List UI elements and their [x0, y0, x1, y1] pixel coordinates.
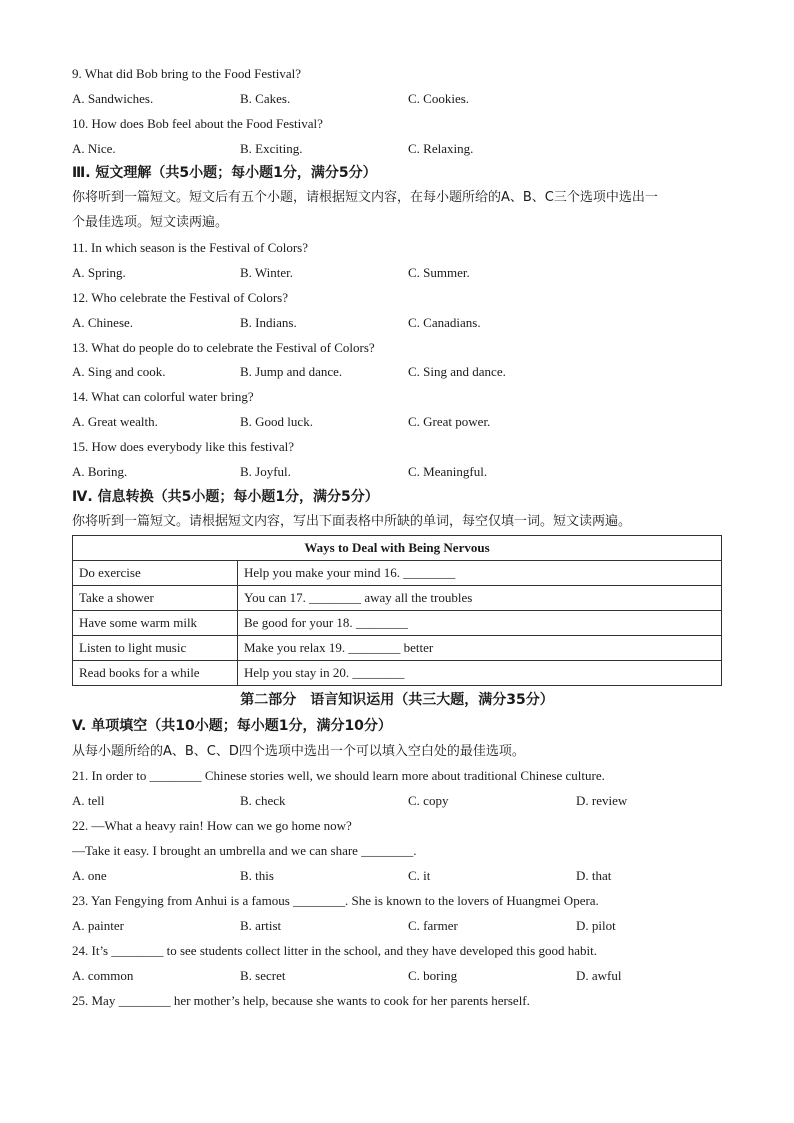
q23-option-a: A. painter	[72, 918, 124, 933]
q12-option-c: C. Canadians.	[408, 315, 481, 330]
table-cell-effect: Help you make your mind 16. ________	[238, 561, 722, 586]
table-cell-effect: Make you relax 19. ________ better	[238, 636, 722, 661]
q10-option-c: C. Relaxing.	[408, 141, 474, 156]
question-25: 25. May ________ her mother’s help, because she wants to cook for her parents herself.	[72, 993, 530, 1008]
section-5-instructions: 从每小题所给的A、B、C、D四个选项中选出一个可以填入空白处的最佳选项。	[72, 744, 525, 759]
q23-option-d: D. pilot	[576, 918, 616, 933]
q21-option-d: D. review	[576, 793, 628, 808]
q9-option-b: B. Cakes.	[240, 91, 291, 106]
question-22-reply: —Take it easy. I brought an umbrella and we can share ________.	[72, 843, 417, 858]
q23-option-b: B. artist	[240, 918, 282, 933]
part-2-title: 第二部分 语言知识运用（共三大题，满分35分）	[240, 692, 554, 708]
table-cell-effect: Be good for your 18. ________	[238, 611, 722, 636]
q14-option-a: A. Great wealth.	[72, 414, 158, 429]
section-3-heading: Ⅲ. 短文理解（共5小题；每小题1分，满分5分）	[72, 165, 377, 181]
table-row	[73, 611, 722, 636]
table-cell-way: Take a shower	[73, 586, 238, 611]
q11-option-b: B. Winter.	[240, 265, 294, 280]
question-11: 11. In which season is the Festival of Colors?	[72, 240, 309, 255]
q12-option-b: B. Indians.	[240, 315, 297, 330]
q24-option-a: A. common	[72, 968, 134, 983]
q10-option-b: B. Exciting.	[240, 141, 303, 156]
q9-option-a: A. Sandwiches.	[72, 91, 154, 106]
q13-option-b: B. Jump and dance.	[240, 364, 343, 379]
q24-option-b: B. secret	[240, 968, 286, 983]
question-24: 24. It’s ________ to see students collect litter in the school, and they have developed this good habit.	[72, 943, 597, 958]
q11-option-c: C. Summer.	[408, 265, 470, 280]
section-5-heading: V. 单项填空（共10小题；每小题1分，满分10分）	[72, 718, 392, 734]
q22-option-a: A. one	[72, 868, 107, 883]
q15-option-a: A. Boring.	[72, 464, 128, 479]
q13-option-c: C. Sing and dance.	[408, 364, 506, 379]
table-row	[73, 586, 722, 611]
q13-option-a: A. Sing and cook.	[72, 364, 166, 379]
q21-option-a: A. tell	[72, 793, 105, 808]
table-cell-effect: Help you stay in 20. ________	[238, 661, 722, 686]
section-3-instructions-line2: 个最佳选项。短文读两遍。	[72, 215, 229, 230]
section-3-instructions-line1: 你将听到一篇短文。短文后有五个小题，请根据短文内容，在每小题所给的A、B、C三个选项中选出一	[72, 190, 658, 205]
q22-option-b: B. this	[240, 868, 274, 883]
q11-option-a: A. Spring.	[72, 265, 126, 280]
question-13: 13. What do people do to celebrate the Festival of Colors?	[72, 340, 375, 355]
q12-option-a: A. Chinese.	[72, 315, 134, 330]
q14-option-c: C. Great power.	[408, 414, 491, 429]
q9-option-c: C. Cookies.	[408, 91, 470, 106]
question-10: 10. How does Bob feel about the Food Festival?	[72, 116, 323, 131]
section-4-heading: Ⅳ. 信息转换（共5小题；每小题1分，满分5分）	[72, 489, 379, 505]
question-23: 23. Yan Fengying from Anhui is a famous ________. She is known to the lovers of Huangmei Opera.	[72, 893, 599, 908]
table-row	[73, 561, 722, 586]
q21-option-c: C. copy	[408, 793, 449, 808]
q24-option-c: C. boring	[408, 968, 458, 983]
table-cell-effect: You can 17. ________ away all the troubles	[238, 586, 722, 611]
table-title: Ways to Deal with Being Nervous	[73, 536, 722, 561]
q10-option-a: A. Nice.	[72, 141, 116, 156]
question-21: 21. In order to ________ Chinese stories well, we should learn more about traditional Chinese culture.	[72, 768, 605, 783]
q15-option-b: B. Joyful.	[240, 464, 291, 479]
question-14: 14. What can colorful water bring?	[72, 389, 254, 404]
q14-option-b: B. Good luck.	[240, 414, 313, 429]
table-cell-way: Read books for a while	[73, 661, 238, 686]
question-12: 12. Who celebrate the Festival of Colors?	[72, 290, 289, 305]
info-table	[72, 535, 722, 686]
q22-option-d: D. that	[576, 868, 612, 883]
table-cell-way: Have some warm milk	[73, 611, 238, 636]
q23-option-c: C. farmer	[408, 918, 458, 933]
table-cell-way: Do exercise	[73, 561, 238, 586]
table-title-row	[73, 536, 722, 561]
table-row	[73, 636, 722, 661]
section-4-instructions: 你将听到一篇短文。请根据短文内容，写出下面表格中所缺的单词，每空仅填一词。短文读两遍。	[72, 514, 632, 529]
table-row	[73, 661, 722, 686]
table-cell-way: Listen to light music	[73, 636, 238, 661]
question-15: 15. How does everybody like this festival?	[72, 439, 295, 454]
q22-option-c: C. it	[408, 868, 431, 883]
q15-option-c: C. Meaningful.	[408, 464, 488, 479]
q24-option-d: D. awful	[576, 968, 622, 983]
question-22: 22. —What a heavy rain! How can we go home now?	[72, 818, 352, 833]
question-9: 9. What did Bob bring to the Food Festival?	[72, 66, 302, 81]
q21-option-b: B. check	[240, 793, 286, 808]
